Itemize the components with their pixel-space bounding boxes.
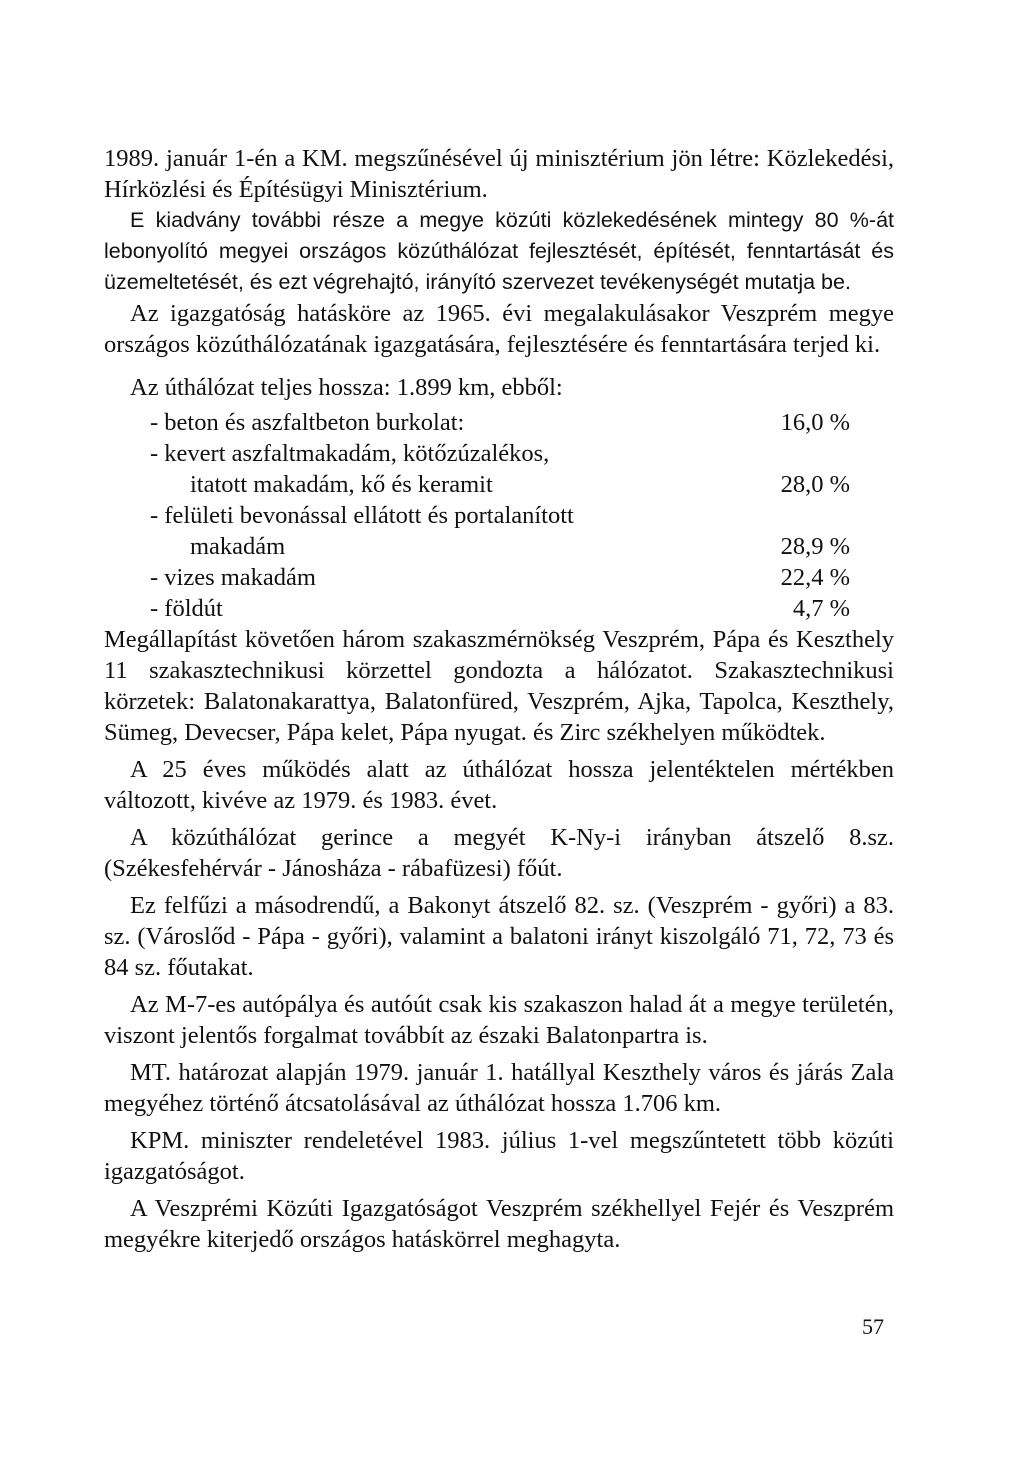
road-surface-label: - vizes makadám xyxy=(150,564,316,591)
body-paragraph-motorway: Az M-7-es autópálya és autóút csak kis szakaszon halad át a megye területén, viszont jelentős forgalmat továbbít az északi Balatonpartra is. xyxy=(104,991,894,1049)
road-surface-row xyxy=(150,562,850,593)
body-paragraph-change: A 25 éves működés alatt az úthálózat hossza jelentéktelen mértékben változott, kivéve az 1979. és 1983. évet. xyxy=(104,756,894,814)
road-surface-row xyxy=(150,500,850,531)
page-number: 57 xyxy=(862,1314,884,1339)
road-surface-row xyxy=(150,593,850,624)
network-length-paragraph: Az úthálózat teljes hossza: 1.899 km, ebből: xyxy=(130,374,563,401)
road-surface-percent: 28,0 % xyxy=(780,471,850,498)
road-surface-label: - kevert aszfaltmakadám, kötőzúzalékos, xyxy=(150,440,550,467)
road-surface-percent: 16,0 % xyxy=(780,409,850,436)
road-surface-row xyxy=(150,438,850,469)
road-surface-label: - felületi bevonással ellátott és portalanított xyxy=(150,502,574,529)
road-surface-row xyxy=(150,407,850,438)
road-surface-percent: 28,9 % xyxy=(780,533,850,560)
body-paragraph-resolution: MT. határozat alapján 1979. január 1. hatállyal Keszthely város és járás Zala megyéhez történő átcsatolásával az úthálózat hossza 1.706 km. xyxy=(104,1059,894,1117)
road-surface-label: - földút xyxy=(150,595,223,622)
road-surface-row-continued xyxy=(150,531,850,562)
body-paragraph-decree: KPM. miniszter rendeletével 1983. július 1-vel megszűntetett több közúti igazgatóságot. xyxy=(104,1127,894,1185)
intro-paragraph-authority: Az igazgatóság hatásköre az 1965. évi megalakulásakor Veszprém megye országos közúthálózatának igazgatására, fejlesztésére és fenntartására terjed ki. xyxy=(104,300,894,358)
road-surface-label-continued: itatott makadám, kő és keramit xyxy=(190,471,493,498)
intro-paragraph-ministry: 1989. január 1-én a KM. megszűnésével új minisztérium jön létre: Közlekedési, Hírközlési és Építésügyi Minisztérium. xyxy=(104,145,894,203)
body-paragraph-directorate: A Veszprémi Közúti Igazgatóságot Veszprém székhellyel Fejér és Veszprém megyékre kiterjedő országos hatáskörrel meghagyta. xyxy=(104,1195,894,1253)
body-paragraph-districts: Megállapítást követően három szakaszmérnökség Veszprém, Pápa és Keszthely 11 szakasztechnikusi körzettel gondozta a hálózatot. Szakasztechnikusi körzetek: Balatonakarattya, Balatonfüred, Veszprém, Ajka, Tapolca, Keszthely, Sümeg, Devecser, Pápa kelet, Pápa nyugat. és Zirc székhelyen működtek. xyxy=(104,626,894,746)
road-surface-list xyxy=(150,407,850,624)
intro-paragraph-publication: E kiadvány további része a megye közúti közlekedésének mintegy 80 %-át lebonyolító megyei országos közúthálózat fejlesztését, építését, fenntartását és üzemeltetését, és ezt végrehajtó, irányító szervezet tevékenységét mutatja be. xyxy=(104,208,894,294)
document-page xyxy=(104,143,894,1255)
road-surface-row-continued xyxy=(150,469,850,500)
body-paragraph-main-road: A közúthálózat gerince a megyét K-Ny-i irányban átszelő 8.sz. (Székesfehérvár - Jánosháza - rábafüzesi) főút. xyxy=(104,824,894,882)
road-surface-label-continued: makadám xyxy=(190,533,286,560)
road-surface-percent: 4,7 % xyxy=(792,595,850,622)
road-surface-label: - beton és aszfaltbeton burkolat: xyxy=(150,409,465,436)
body-paragraph-secondary-roads: Ez felfűzi a másodrendű, a Bakonyt átszelő 82. sz. (Veszprém - győri) a 83. sz. (Városlőd - Pápa - győri), valamint a balatoni irányt kiszolgáló 71, 72, 73 és 84 sz. főutakat. xyxy=(104,892,894,981)
road-surface-percent: 22,4 % xyxy=(780,564,850,591)
